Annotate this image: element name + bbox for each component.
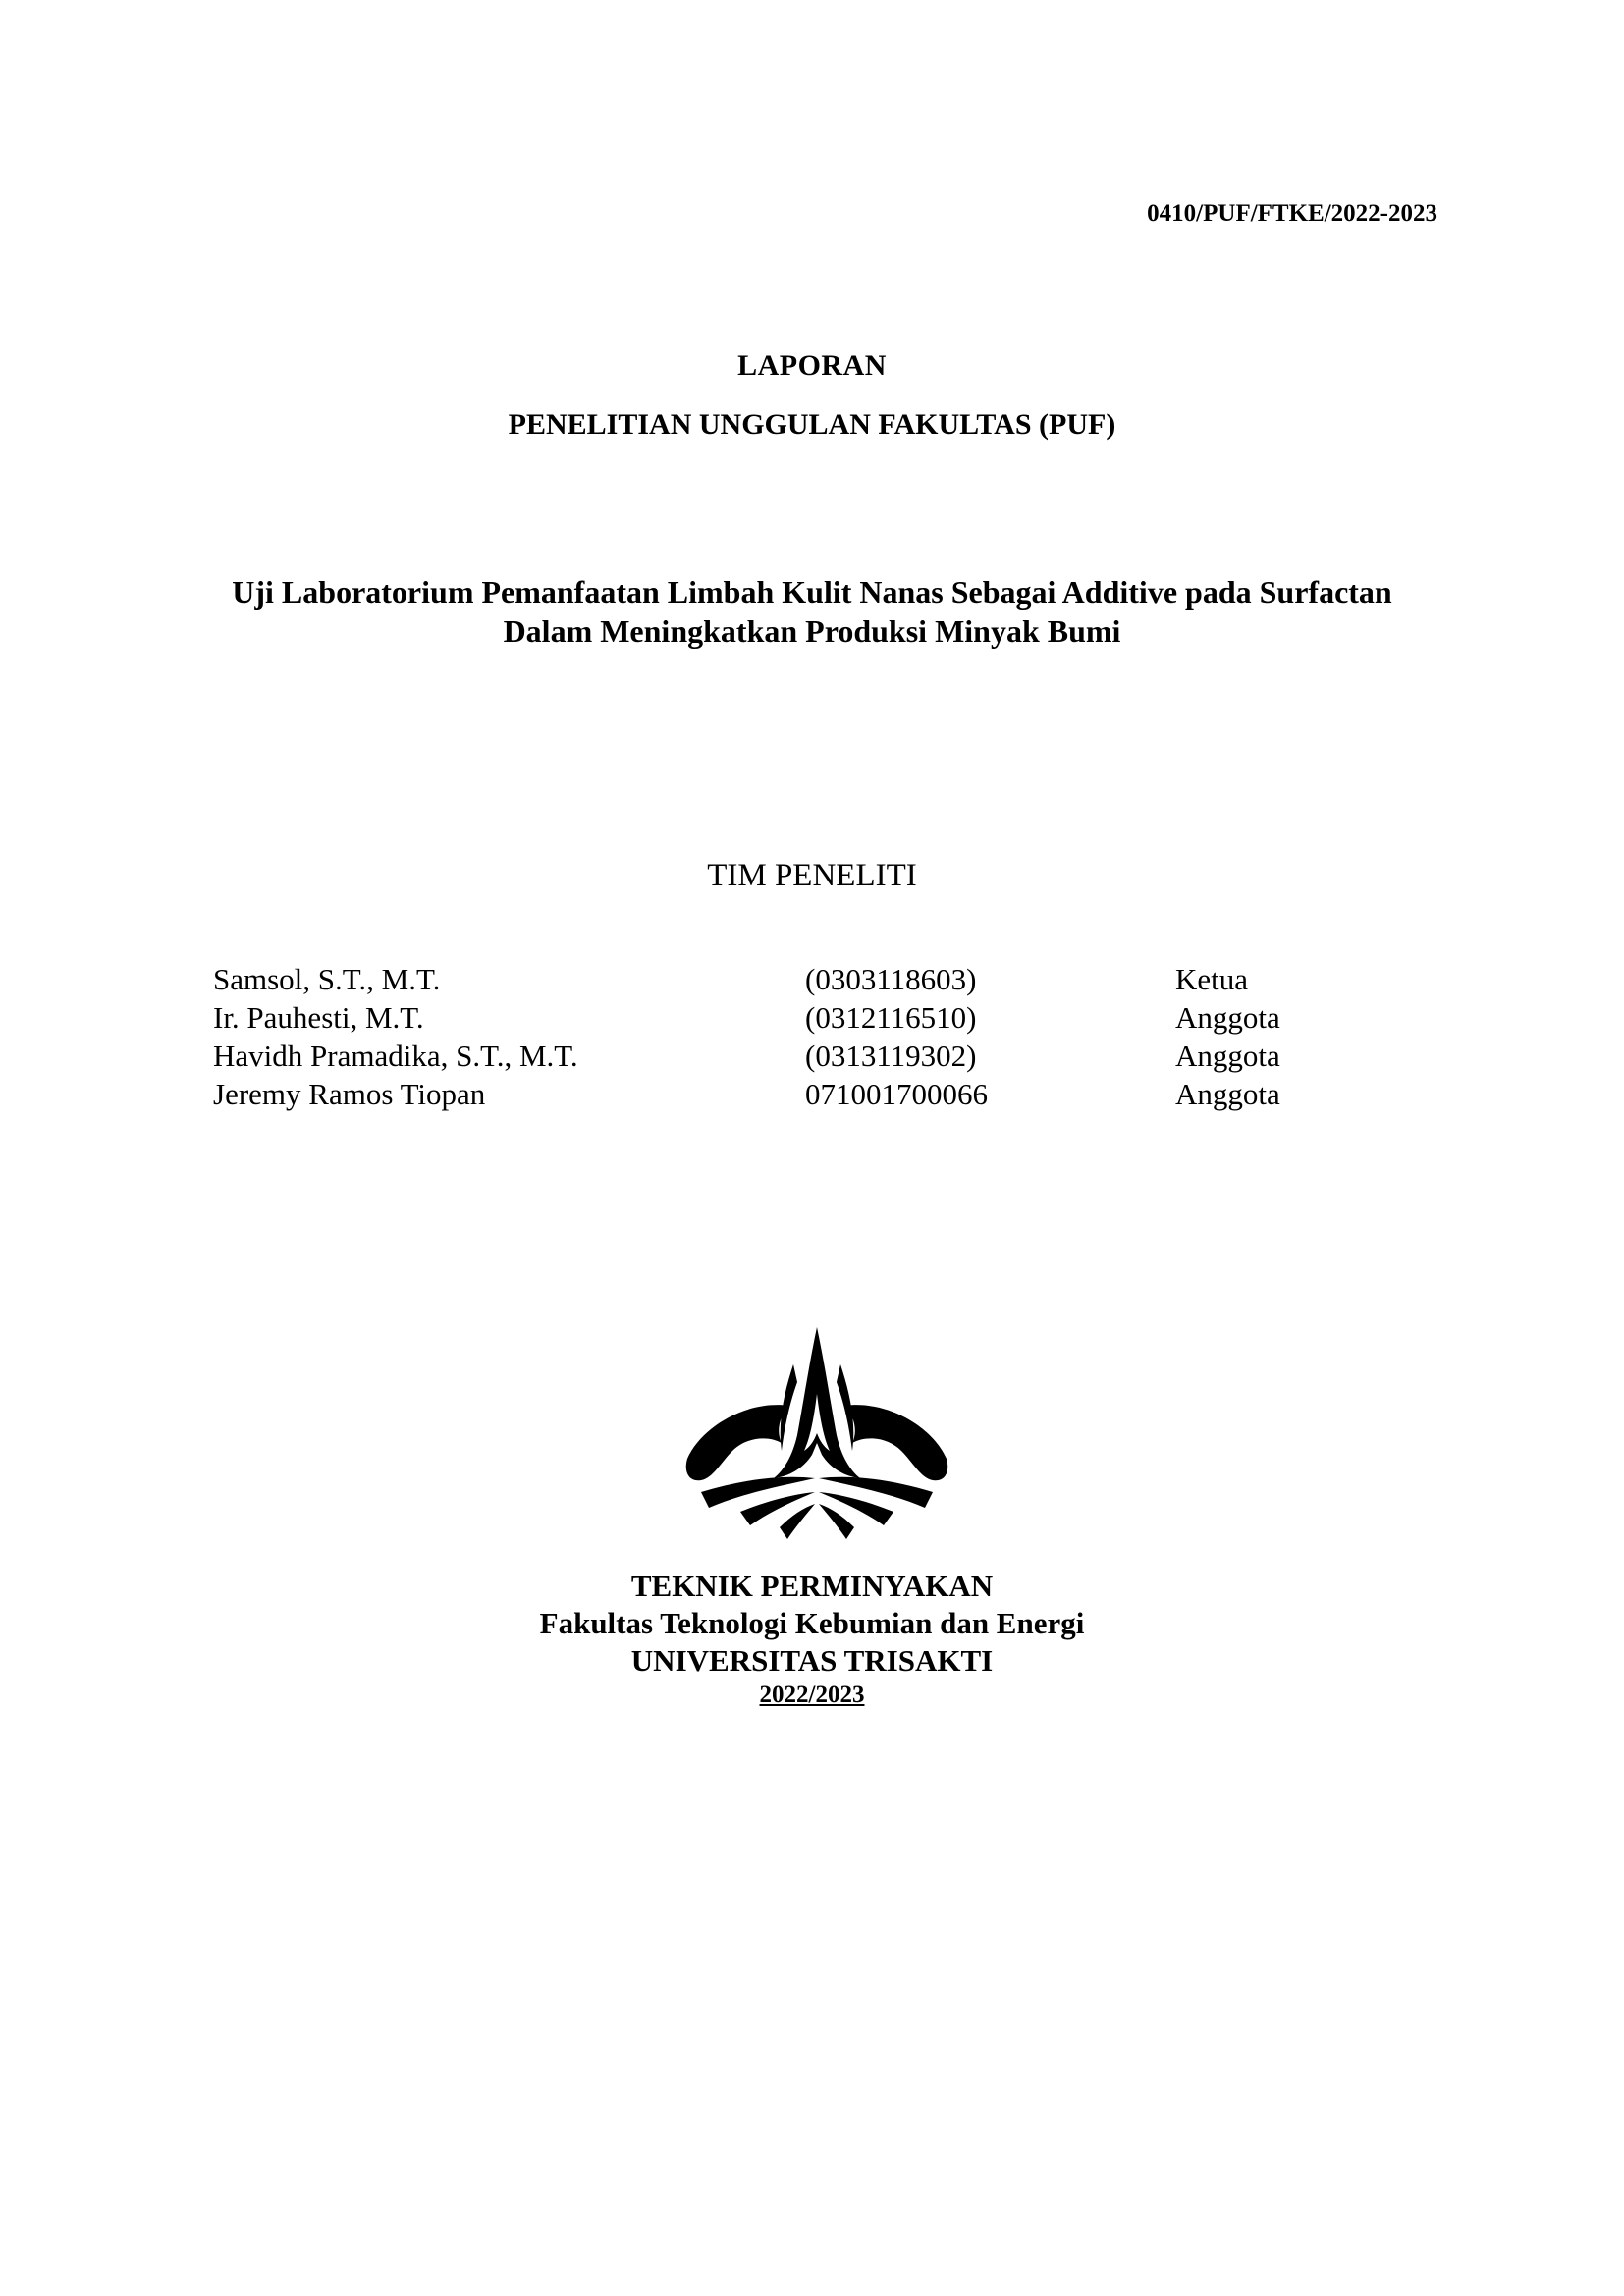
research-title-line-1: Uji Laboratorium Pemanfaatan Limbah Kulit Nanas Sebagai Additive pada Surfactan [232,574,1392,610]
team-member-row [213,960,1391,998]
program-label: PENELITIAN UNGGULAN FAKULTAS (PUF) [508,408,1116,441]
faculty-name: Fakultas Teknologi Kebumian dan Energi [539,1606,1085,1640]
member-id: 071001700066 [805,1077,988,1111]
member-role: Anggota [1175,1000,1280,1035]
member-name: Ir. Pauhesti, M.T. [213,1000,424,1035]
team-heading: TIM PENELITI [707,858,917,893]
member-id: (0313119302) [805,1039,977,1073]
member-id: (0312116510) [805,1000,977,1035]
member-role: Anggota [1175,1039,1280,1073]
team-member-row [213,1037,1391,1075]
team-member-row [213,998,1391,1037]
member-role: Ketua [1175,962,1249,996]
member-role: Anggota [1175,1077,1280,1111]
team-member-list [213,960,1391,1113]
member-name: Samsol, S.T., M.T. [213,962,441,996]
research-title-line-2: Dalam Meningkatkan Produksi Minyak Bumi [503,614,1121,649]
university-name: UNIVERSITAS TRISAKTI [630,1643,994,1678]
university-emblem-icon [681,1325,952,1541]
document-number: 0410/PUF/FTKE/2022-2023 [1147,200,1437,227]
team-member-row [213,1075,1391,1113]
member-id: (0303118603) [805,962,977,996]
report-label: LAPORAN [737,349,887,382]
academic-year: 2022/2023 [759,1682,865,1708]
member-name: Jeremy Ramos Tiopan [213,1077,486,1111]
member-name: Havidh Pramadika, S.T., M.T. [213,1039,578,1073]
department-name: TEKNIK PERMINYAKAN [630,1569,994,1603]
